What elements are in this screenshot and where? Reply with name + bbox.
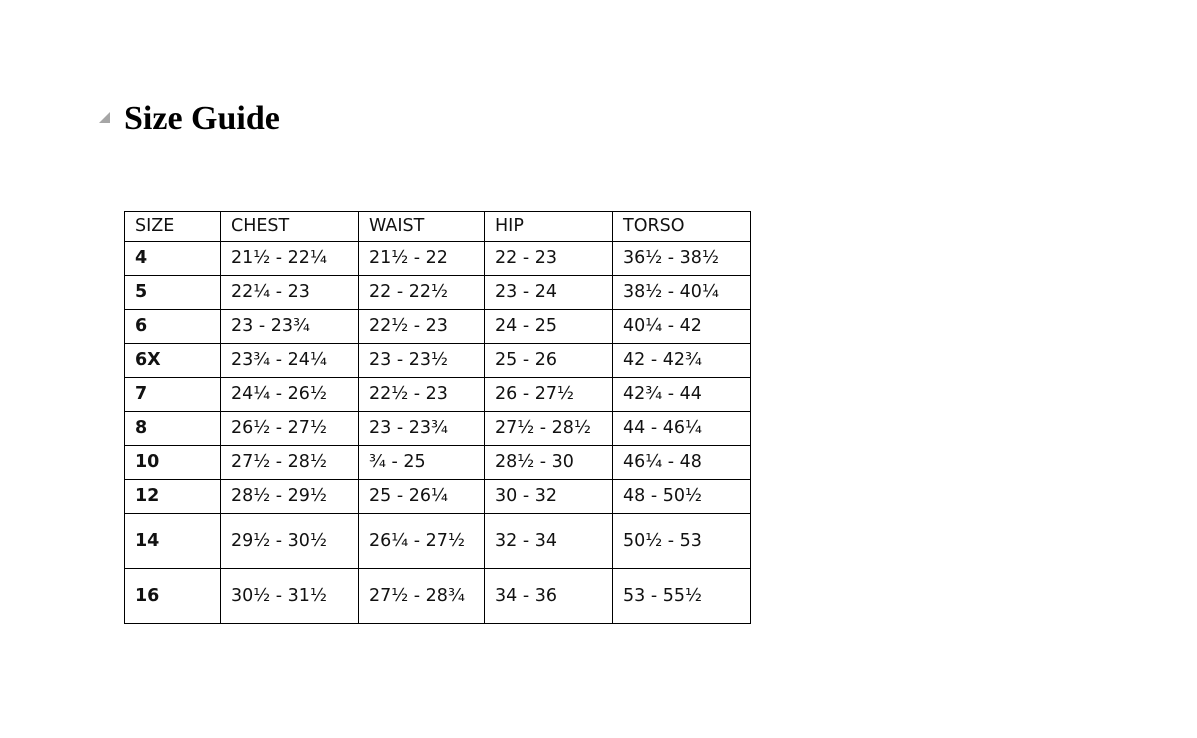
torso-cell: 40¼ - 42 <box>613 310 751 344</box>
size-cell: 5 <box>125 276 221 310</box>
table-row <box>125 480 751 514</box>
torso-cell: 38½ - 40¼ <box>613 276 751 310</box>
column-header-size: SIZE <box>125 212 221 242</box>
table-row <box>125 242 751 276</box>
table-row <box>125 310 751 344</box>
table-row <box>125 344 751 378</box>
chest-cell: 29½ - 30½ <box>221 514 359 569</box>
waist-cell: 25 - 26¼ <box>359 480 485 514</box>
waist-cell: 26¼ - 27½ <box>359 514 485 569</box>
torso-cell: 46¼ - 48 <box>613 446 751 480</box>
hip-cell: 28½ - 30 <box>485 446 613 480</box>
waist-cell: 27½ - 28¾ <box>359 569 485 624</box>
waist-cell: 23 - 23½ <box>359 344 485 378</box>
torso-cell: 44 - 46¼ <box>613 412 751 446</box>
chest-cell: 23 - 23¾ <box>221 310 359 344</box>
chest-cell: 23¾ - 24¼ <box>221 344 359 378</box>
chest-cell: 24¼ - 26½ <box>221 378 359 412</box>
column-header-hip: HIP <box>485 212 613 242</box>
size-cell: 6X <box>125 344 221 378</box>
chest-cell: 22¼ - 23 <box>221 276 359 310</box>
table-header-row <box>125 212 751 242</box>
size-cell: 16 <box>125 569 221 624</box>
hip-cell: 30 - 32 <box>485 480 613 514</box>
size-cell: 12 <box>125 480 221 514</box>
size-cell: 6 <box>125 310 221 344</box>
torso-cell: 50½ - 53 <box>613 514 751 569</box>
chest-cell: 26½ - 27½ <box>221 412 359 446</box>
table-row <box>125 446 751 480</box>
table-row <box>125 378 751 412</box>
size-guide-table <box>124 211 751 624</box>
size-cell: 8 <box>125 412 221 446</box>
torso-cell: 42¾ - 44 <box>613 378 751 412</box>
torso-cell: 42 - 42¾ <box>613 344 751 378</box>
hip-cell: 23 - 24 <box>485 276 613 310</box>
chest-cell: 27½ - 28½ <box>221 446 359 480</box>
hip-cell: 24 - 25 <box>485 310 613 344</box>
chest-cell: 30½ - 31½ <box>221 569 359 624</box>
column-header-waist: WAIST <box>359 212 485 242</box>
waist-cell: 22½ - 23 <box>359 378 485 412</box>
column-header-torso: TORSO <box>613 212 751 242</box>
waist-cell: 23 - 23¾ <box>359 412 485 446</box>
torso-cell: 48 - 50½ <box>613 480 751 514</box>
size-cell: 4 <box>125 242 221 276</box>
size-cell: 7 <box>125 378 221 412</box>
table-row <box>125 276 751 310</box>
hip-cell: 34 - 36 <box>485 569 613 624</box>
hip-cell: 32 - 34 <box>485 514 613 569</box>
collapse-triangle-icon[interactable] <box>99 112 110 123</box>
waist-cell: 22 - 22½ <box>359 276 485 310</box>
size-cell: 14 <box>125 514 221 569</box>
hip-cell: 25 - 26 <box>485 344 613 378</box>
size-cell: 10 <box>125 446 221 480</box>
chest-cell: 21½ - 22¼ <box>221 242 359 276</box>
torso-cell: 36½ - 38½ <box>613 242 751 276</box>
waist-cell: 21½ - 22 <box>359 242 485 276</box>
hip-cell: 27½ - 28½ <box>485 412 613 446</box>
table-row <box>125 514 751 569</box>
hip-cell: 26 - 27½ <box>485 378 613 412</box>
waist-cell: ¾ - 25 <box>359 446 485 480</box>
page-title: Size Guide <box>124 100 280 137</box>
waist-cell: 22½ - 23 <box>359 310 485 344</box>
chest-cell: 28½ - 29½ <box>221 480 359 514</box>
table-row <box>125 412 751 446</box>
hip-cell: 22 - 23 <box>485 242 613 276</box>
torso-cell: 53 - 55½ <box>613 569 751 624</box>
table-row <box>125 569 751 624</box>
column-header-chest: CHEST <box>221 212 359 242</box>
